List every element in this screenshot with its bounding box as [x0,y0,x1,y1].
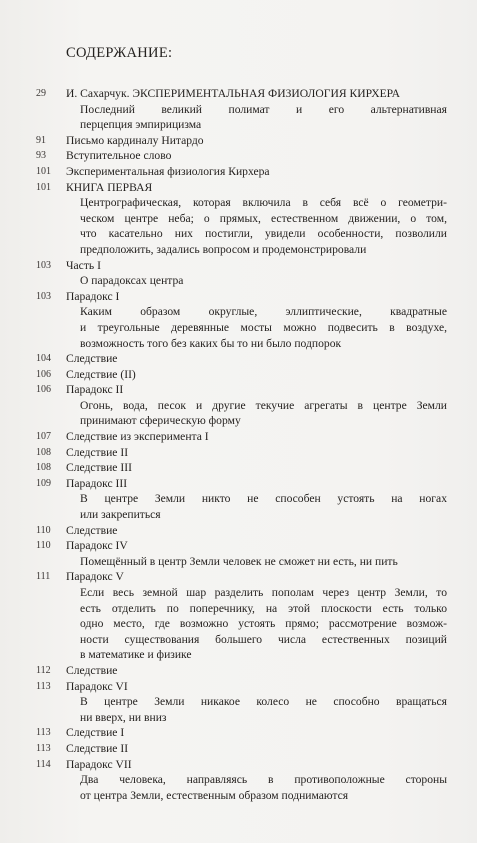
toc-entry-row [0,663,477,679]
entry-title: И. Сахарчук. ЭКСПЕРИМЕНТАЛЬНАЯ ФИЗИОЛОГИЯ КИРХЕРА [66,87,401,100]
toc-entry-row [0,445,477,461]
page-title: СОДЕРЖАНИЕ: [66,45,173,61]
toc-entry [0,725,477,741]
entry-description-line: есть отделить по поперечнику, на этой плоскости есть только [80,601,447,615]
toc-entry-row [0,429,477,445]
entry-description-line: Огонь, вода, песок и другие текучие агрегаты в центре Земли [80,398,447,412]
toc-entry-row [0,133,477,149]
entry-title: Парадокс VII [66,757,132,771]
entry-description-line: одно место, где возможно устоять прямо; рассмотрение возмож- [80,617,447,631]
toc-entry-row [0,523,477,539]
entry-title: Парадокс VI [66,679,128,693]
entry-title: Следствие (II) [66,367,136,381]
table-of-contents [0,86,477,803]
toc-entry [0,741,477,757]
toc-entry [0,476,477,523]
toc-entry-row [0,289,477,305]
page-number: 114 [36,758,51,770]
toc-entry [0,679,477,726]
toc-entry [0,164,477,180]
page-number: 106 [36,368,51,380]
entry-title: Следствие II [66,445,129,459]
entry-description-line: ности существования большего числа естественных позиций [80,632,447,646]
toc-entry [0,429,477,445]
toc-entry [0,148,477,164]
toc-entry-row [0,258,477,274]
page-number: 29 [36,88,46,99]
toc-entry-row [0,725,477,741]
entry-description-line: Если весь земной шар разделить пополам через центр Земли, то [80,586,447,599]
entry-title: Экспериментальная физиология Кирхера [66,164,270,178]
entry-description-line: или закрепиться [80,508,161,522]
toc-entry [0,460,477,476]
entry-title: Вступительное слово [66,149,172,163]
toc-entry-row [0,538,477,554]
entry-title: Парадокс IV [66,539,128,553]
entry-description-line: возможность того без каких бы то ни было подпорок [80,336,342,350]
toc-entry [0,289,477,351]
toc-entry-row [0,367,477,383]
entry-description-line: предположить, задались вопросом и продемонстрировали [80,242,367,256]
toc-entry [0,382,477,429]
toc-entry-row [0,351,477,367]
page-number: 113 [36,680,51,692]
page-number: 91 [36,134,46,146]
entry-title: Часть I [66,258,101,272]
entry-title: КНИГА ПЕРВАЯ [66,180,153,194]
entry-description-line: в математике и физике [80,648,192,662]
toc-entry [0,133,477,149]
entry-description-line: Каким образом округлые, эллиптические, квадратные [80,305,447,319]
toc-entry [0,445,477,461]
page-number: 101 [36,181,51,193]
entry-description-line: Последний великий полимат и его альтернативная [80,102,447,116]
toc-entry-row [0,180,477,196]
entry-title: Следствие I [66,726,125,740]
page-number: 109 [36,477,51,489]
toc-entry-row [0,679,477,695]
page-number: 108 [36,446,51,458]
entry-description-line: Два человека, направляясь в противоположные стороны [80,773,447,787]
page-number: 103 [36,290,51,302]
toc-entry [0,569,477,663]
toc-entry-row [0,757,477,773]
page-number: 113 [36,727,51,739]
page-number: 103 [36,259,51,271]
page-number: 106 [36,384,51,396]
entry-title: Следствие [66,663,118,677]
entry-description-line: Помещённый в центр Земли человек не сможет ни есть, ни пить [80,554,398,568]
page-number: 93 [36,150,46,162]
page-number: 112 [36,664,51,676]
page-number: 104 [36,353,51,365]
toc-entry [0,86,477,133]
entry-title: Парадокс II [66,383,124,397]
toc-entry-row [0,569,477,585]
page-number: 111 [36,571,51,583]
entry-title: Парадокс III [66,476,128,490]
toc-entry [0,180,477,258]
page-number: 113 [36,742,51,754]
entry-description-line: и треугольные деревянные мосты можно подвесить в воздухе, [80,320,447,334]
page-number: 110 [36,540,51,552]
toc-entry [0,757,477,804]
toc-entry [0,538,477,569]
entry-description-line: Центрографическая, которая включила в себя всё о геометри- [80,196,447,210]
toc-entry-row [0,476,477,492]
toc-entry-row [0,741,477,757]
toc-entry-row [0,164,477,180]
toc-entry [0,258,477,289]
toc-entry-row [0,382,477,398]
entry-description-line: ческом центре неба; о прямых, естественном движении, о том, [80,211,447,225]
entry-description-line: В центре Земли никакое колесо не способно вращаться [80,695,447,709]
page-number: 107 [36,431,51,443]
toc-entry [0,523,477,539]
entry-title: Следствие II [66,741,129,755]
toc-entry-row [0,460,477,476]
page-number: 101 [36,165,51,177]
entry-description-line: В центре Земли никто не способен устоять на ногах [80,492,447,506]
entry-title: Следствие [66,352,118,366]
entry-title: Парадокс I [66,289,120,303]
toc-entry [0,351,477,367]
entry-description-line: от центра Земли, естественным образом поднимаются [80,788,349,802]
entry-description-line: ни вверх, ни вниз [80,710,167,724]
entry-title: Следствие [66,523,118,537]
page-number: 108 [36,462,51,474]
page-number: 110 [36,524,51,536]
entry-description-line: что касательно них постигли, увидели особенности, позволили [80,227,447,241]
toc-entry [0,367,477,383]
toc-entry [0,663,477,679]
entry-title: Следствие III [66,461,132,475]
entry-description-line: принимают сферическую форму [80,414,241,428]
entry-title: Следствие из эксперимента I [66,430,209,444]
entry-title: Парадокс V [66,570,124,584]
entry-description-line: перцепция эмпирицизма [80,118,202,132]
entry-description-line: О парадоксах центра [80,274,184,288]
entry-title: Письмо кардиналу Нитардо [66,133,204,147]
toc-entry-row [0,148,477,164]
toc-entry-row [0,86,477,102]
